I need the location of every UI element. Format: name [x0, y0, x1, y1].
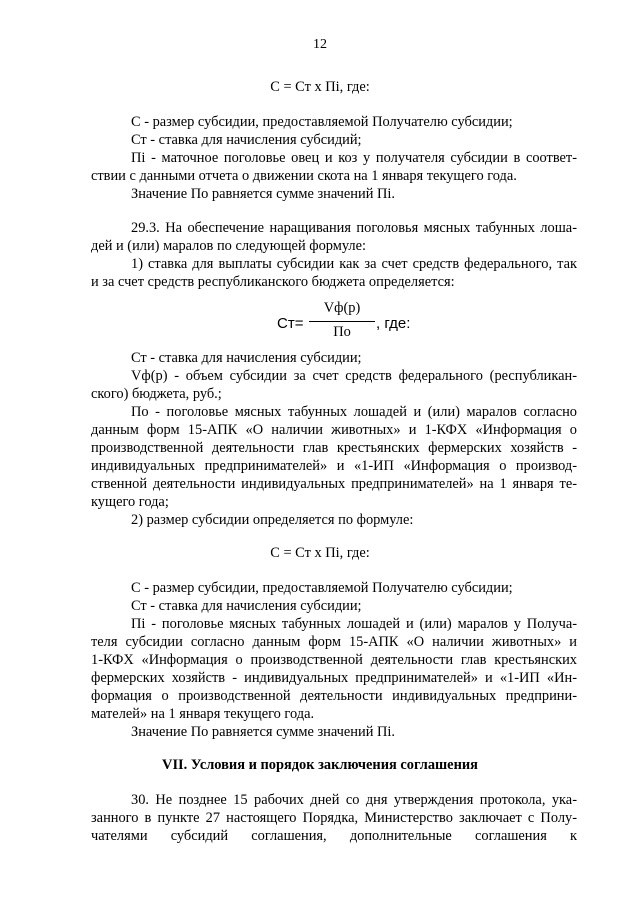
definition-pi-line-2: ствии с данными отчета о движении скота на 1 января текущего года.: [91, 168, 517, 184]
definition-po-sum-2: Значение По равняется сумме значений Пi.: [131, 724, 395, 740]
formula-denominator: По: [333, 324, 351, 340]
definition-st: Ст - ставка для начисления субсидий;: [131, 132, 362, 148]
paragraph-29-3-line-2: дей и (или) маралов по следующей формуле:: [91, 238, 366, 254]
definition-po-line-1: По - поголовье мясных табунных лошадей и (или) маралов согласно: [131, 404, 577, 420]
formula-tail: , где:: [376, 315, 411, 332]
definition-vf-line-1: Vф(р) - объем субсидии за счет средств федерального (республикан-: [131, 368, 577, 384]
paragraph-1-line-2: и за счет средств республиканского бюджета определяется:: [91, 274, 455, 290]
paragraph-1-line-1: 1) ставка для выплаты субсидии как за счет средств федерального, так: [131, 256, 577, 272]
formula-lhs: Ст=: [277, 315, 304, 332]
formula-subsidy-size: С = Ст х Пi, где:: [270, 79, 370, 95]
definition-c: С - размер субсидии, предоставляемой Получателю субсидии;: [131, 114, 513, 130]
definition-po-line-6: кущего года;: [91, 494, 169, 510]
fraction-bar: [309, 321, 375, 322]
definition-pi2-line-6: мателей» на 1 января текущего года.: [91, 706, 315, 722]
paragraph-30-line-1: 30. Не позднее 15 рабочих дней со дня утверждения протокола, ука-: [131, 792, 577, 808]
definition-pi2-line-4: фермерских хозяйств - индивидуальных предпринимателей» и «1-ИП «Ин-: [91, 670, 577, 686]
paragraph-2: 2) размер субсидии определяется по формуле:: [131, 512, 414, 528]
definition-pi2-line-3: 1-КФХ «Информация о производственной деятельности глав крестьянских: [91, 652, 577, 668]
definition-po-line-3: производственной деятельности глав крестьянских фермерских хозяйств -: [91, 440, 577, 456]
definition-po-sum: Значение По равняется сумме значений Пi.: [131, 186, 395, 202]
definition-st-3: Ст - ставка для начисления субсидии;: [131, 598, 362, 614]
definition-vf-line-2: ского) бюджета, руб.;: [91, 386, 222, 402]
definition-po-line-2: данным форм 15-АПК «О наличии животных» и 1-КФХ «Информация о: [91, 422, 577, 438]
page-number: 12: [313, 37, 327, 52]
definition-po-line-4: индивидуальных предпринимателей» и «1-ИП «Информация о производ-: [91, 458, 577, 474]
paragraph-30-line-3: чателями субсидий соглашения, дополнительные соглашения к: [91, 828, 577, 844]
definition-pi2-line-2: теля субсидии согласно данным форм 15-АПК «О наличии животных» и: [91, 634, 577, 650]
definition-pi2-line-1: Пi - поголовье мясных табунных лошадей и (или) маралов у Получа-: [131, 616, 577, 632]
definition-st-2: Ст - ставка для начисления субсидии;: [131, 350, 362, 366]
definition-po-line-5: ственной деятельности индивидуальных предпринимателей» на 1 января те-: [91, 476, 577, 492]
definition-c-2: С - размер субсидии, предоставляемой Получателю субсидии;: [131, 580, 513, 596]
definition-pi2-line-5: формация о производственной деятельности индивидуальных предприни-: [91, 688, 577, 704]
paragraph-30-line-2: занного в пункте 27 настоящего Порядка, Министерство заключает с Полу-: [91, 810, 577, 826]
paragraph-29-3-line-1: 29.3. На обеспечение наращивания поголовья мясных табунных лоша-: [131, 220, 577, 236]
definition-pi-line-1: Пi - маточное поголовье овец и коз у получателя субсидии в соответ-: [131, 150, 577, 166]
rate-formula: [277, 300, 411, 346]
formula-numerator: Vф(р): [323, 300, 361, 316]
section-heading: VII. Условия и порядок заключения соглашения: [162, 757, 478, 773]
formula-subsidy-size-2: С = Ст х Пi, где:: [270, 545, 370, 561]
